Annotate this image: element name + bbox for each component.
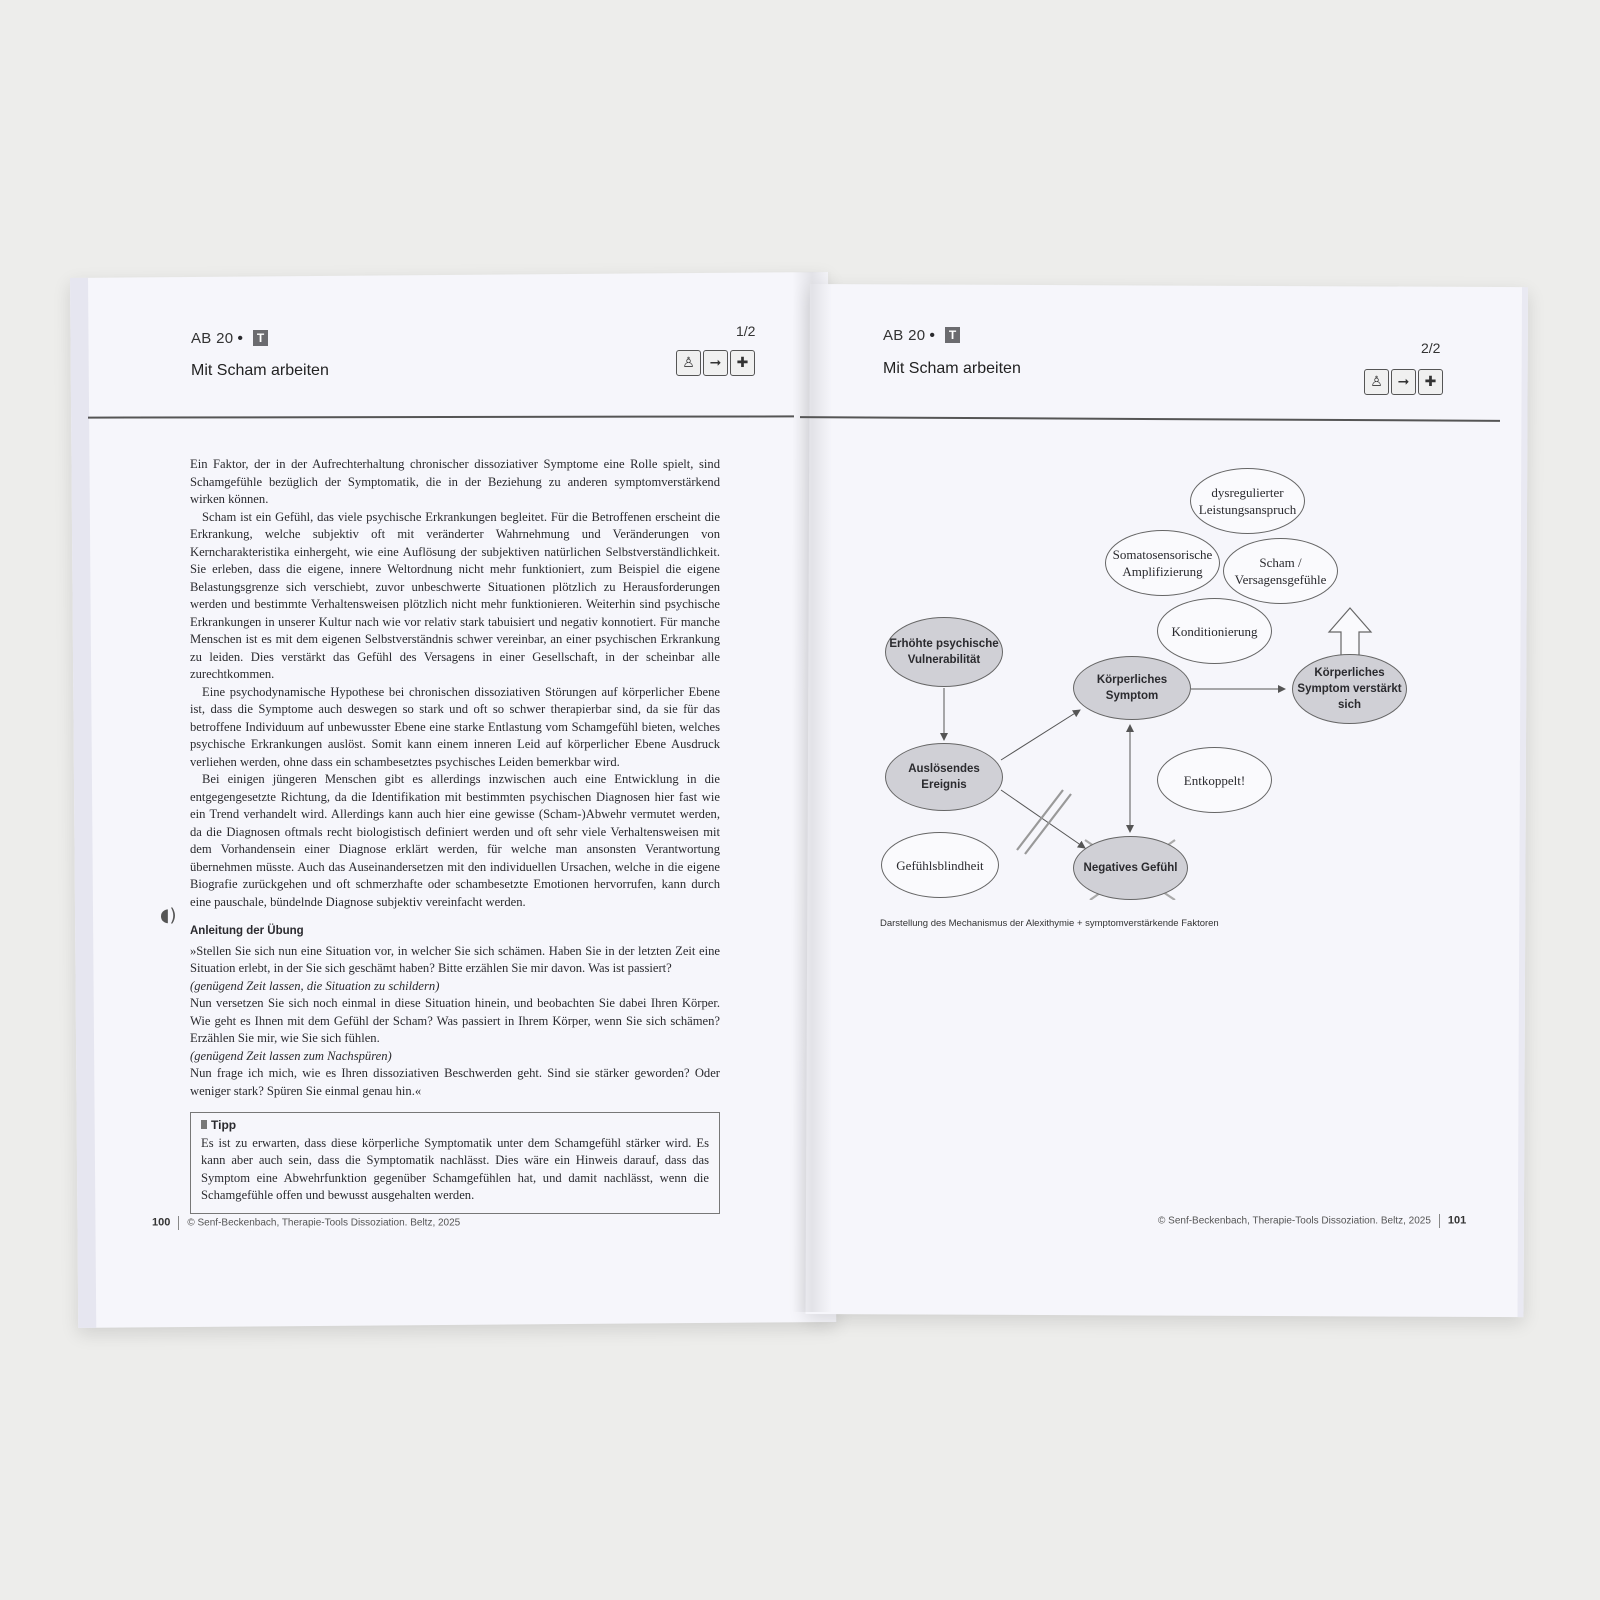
paragraph: Ein Faktor, der in der Aufrechterhaltung chronischer dissoziativer Symptome eine Rolle spielt, sind Schamgefühle bezüglich der Symptomatik, die in der Beziehung zu anderen symptomverstärkend wirken können. (190, 457, 720, 506)
node-negative-feeling: Negatives Gefühl (1073, 836, 1188, 900)
right-icon-row (1364, 369, 1443, 395)
right-page-fraction: 2/2 (1421, 340, 1441, 356)
right-header-label: AB 20 • T (883, 327, 960, 345)
left-body (190, 456, 720, 1214)
exercise-instruction: »Stellen Sie sich nun eine Situation vor, in welcher Sie sich schämen. Haben Sie in der letzten Zeit eine Situation erlebt, in der Sie sich geschämt haben? Bitte erzählen Sie mir davon. Was ist passiert? (190, 943, 720, 975)
node-emotional-blindness: Gefühlsblindheit (881, 832, 999, 898)
left-page-fraction: 1/2 (736, 323, 756, 339)
cut-line (1017, 790, 1063, 850)
paragraph: Eine psychodynamische Hypothese bei chronischen dissoziativen Störungen auf körperlicher Ebene ist, dass die Symptome auch deswegen so stark und oft so schwer therapierbar sind, da sie für das betroffene Individuum auf unbewusster Ebene eine starke Entlastung vom Schamgefühl bieten, welches psychische Erkrankungen auslöst. Somit kann einem inneren Leid auf körperlicher Ebene Ausdruck verliehen werden, ohne dass ein schambesetztes psychisches Leiden bemerkbar wird. (190, 684, 720, 769)
arrow-trigger-to-symptom (1001, 710, 1080, 760)
paragraph: Bei einigen jüngeren Menschen gibt es allerdings inzwischen auch eine Entwicklung in die entgegengesetzte Richtung, da die Identifikation mit bestimmten psychischen Diagnosen hier fast wie ein Trend verhandelt wird. Allerdings kann auch hier eine gewisse (Scham-)Abwehr vermutet werden, da die Diagnosen oftmals recht biologistisch definiert werden und oft sehr viele Verhaltensweisen mit dem Vorhandensein einer Diagnose erklärt werden, für welche man ansonsten Verantwortung übernehmen müsste. Auch das Auseinandersetzen mit den individuellen Ursachen, welche in die eigene Biografie zurückgehen und oft schmerzhafte oder schambesetzte Emotionen hervorrufen, kann durch eine pauschale, bündelnde Diagnose subjektiv vereinfacht werden. (190, 772, 720, 909)
ab-number: AB 20 (883, 327, 926, 344)
node-body-symptom: Körperliches Symptom (1073, 656, 1191, 720)
ear-speech-icon: ◖) (160, 905, 177, 926)
copyright-text: © Senf-Beckenbach, Therapie-Tools Dissoziation. Beltz, 2025 (1158, 1215, 1431, 1227)
node-decoupled: Entkoppelt! (1157, 747, 1272, 813)
arrow-right-icon: ➞ (1391, 369, 1416, 395)
exercise-note: (genügend Zeit lassen zum Nachspüren) (190, 1048, 392, 1063)
cut-line (1025, 794, 1071, 854)
node-shame: Scham / Versagensgefühle (1223, 538, 1338, 604)
puzzle-icon: ✚ (730, 350, 755, 376)
exercise-instruction: Nun frage ich mich, wie es Ihren dissoziativen Beschwerden geht. Sind sie stärker geworden? Oder weniger stark? Spüren Sie einmal genau hin.« (190, 1066, 720, 1098)
arrow-right-icon: ➞ (703, 350, 728, 376)
exercise-instruction: Nun versetzen Sie sich noch einmal in diese Situation hinein, und beobachten Sie dabei Ihren Körper. Wie geht es Ihnen mit dem Gefühl der Scham? Was passiert in Ihrem Körper, wenn Sie sich schämen? Erzählen Sie mir, wie Sie sich fühlen. (190, 996, 720, 1045)
left-footer (152, 1216, 460, 1230)
person-icon: ♙ (676, 350, 701, 376)
right-page-title: Mit Scham arbeiten (883, 360, 1021, 377)
node-somatosensory: Somatosensorische Amplifizierung (1105, 530, 1220, 596)
node-conditioning: Konditionierung (1157, 598, 1272, 664)
page-number: 100 (152, 1216, 171, 1229)
node-symptom-amplified: Körperliches Symptom verstärkt sich (1292, 654, 1407, 724)
person-icon: ♙ (1364, 369, 1389, 395)
paragraph: Scham ist ein Gefühl, das viele psychische Erkrankungen begleitet. Für die Betroffenen erscheint die Erkrankung, welche subjektiv oft mit veränderter Wahrnehmung und Veränderungen von Kerncharakteristika einhergeht, wie eine Auflösung der subjektiven natürlichen Selbstverständlichkeit. Sie erleben, dass die eigene, innere Weltordnung nicht mehr funktioniert, zum Beispiel die eigene Belastungsgrenze sich verschiebt, zuvor unbeschwerte Situationen plötzlich zu Herausforderungen werden und bestimmte Verhaltensweisen plötzlich nicht mehr funktionieren. Weiterhin sind psychische Erkrankungen in unserer Kultur nach wie vor relativ stark tabuisiert und negativ konnotiert. Für manche Menschen ist es mit dem eigenen Selbstverständnis schwer vereinbar, an einer psychischen Erkrankung zu leiden. Dies verstärkt das Gefühl des Versagens in einer Gesellschaft, in der scheinbar alle zurechtkommen. (190, 509, 720, 681)
right-footer (1158, 1214, 1466, 1228)
left-icon-row (676, 350, 755, 376)
node-trigger-event: Auslösendes Ereignis (885, 743, 1003, 811)
type-badge: T (253, 330, 268, 346)
node-vulnerability: Erhöhte psychische Vulnerabilität (885, 617, 1003, 687)
tip-heading: Tipp (201, 1117, 709, 1135)
diagram-caption: Darstellung des Mechanismus der Alexithymie + symptomverstärkende Faktoren (880, 918, 1219, 929)
tip-text: Es ist zu erwarten, dass diese körperliche Symptomatik unter dem Schamgefühl stärker wird. Es kann aber auch sein, dass die Symptomatik nachlässt. Dies wäre ein Hinweis darauf, dass das Symptom eine Abwehrfunktion gegenüber Schamgefühlen hat, und damit nachlässt, wenn die Schamgefühle offen und bewusst ausgehalten werden. (201, 1135, 709, 1202)
node-dysregulated-performance: dysregulierter Leistungsanspruch (1190, 468, 1305, 534)
book-gutter (792, 272, 832, 1312)
puzzle-icon: ✚ (1418, 369, 1443, 395)
exercise-heading: Anleitung der Übung (190, 925, 304, 937)
left-header-label: AB 20 • T (191, 330, 268, 348)
copyright-text: © Senf-Beckenbach, Therapie-Tools Dissoziation. Beltz, 2025 (187, 1217, 461, 1229)
ab-number: AB 20 (191, 330, 234, 347)
left-page-title: Mit Scham arbeiten (191, 362, 329, 379)
tip-box (190, 1112, 720, 1214)
exercise-note: (genügend Zeit lassen, die Situation zu schildern) (190, 978, 440, 993)
type-badge: T (945, 327, 960, 343)
page-number: 101 (1447, 1214, 1467, 1227)
alexithymia-diagram (875, 460, 1435, 900)
arrow-trigger-to-negative (1001, 790, 1085, 848)
